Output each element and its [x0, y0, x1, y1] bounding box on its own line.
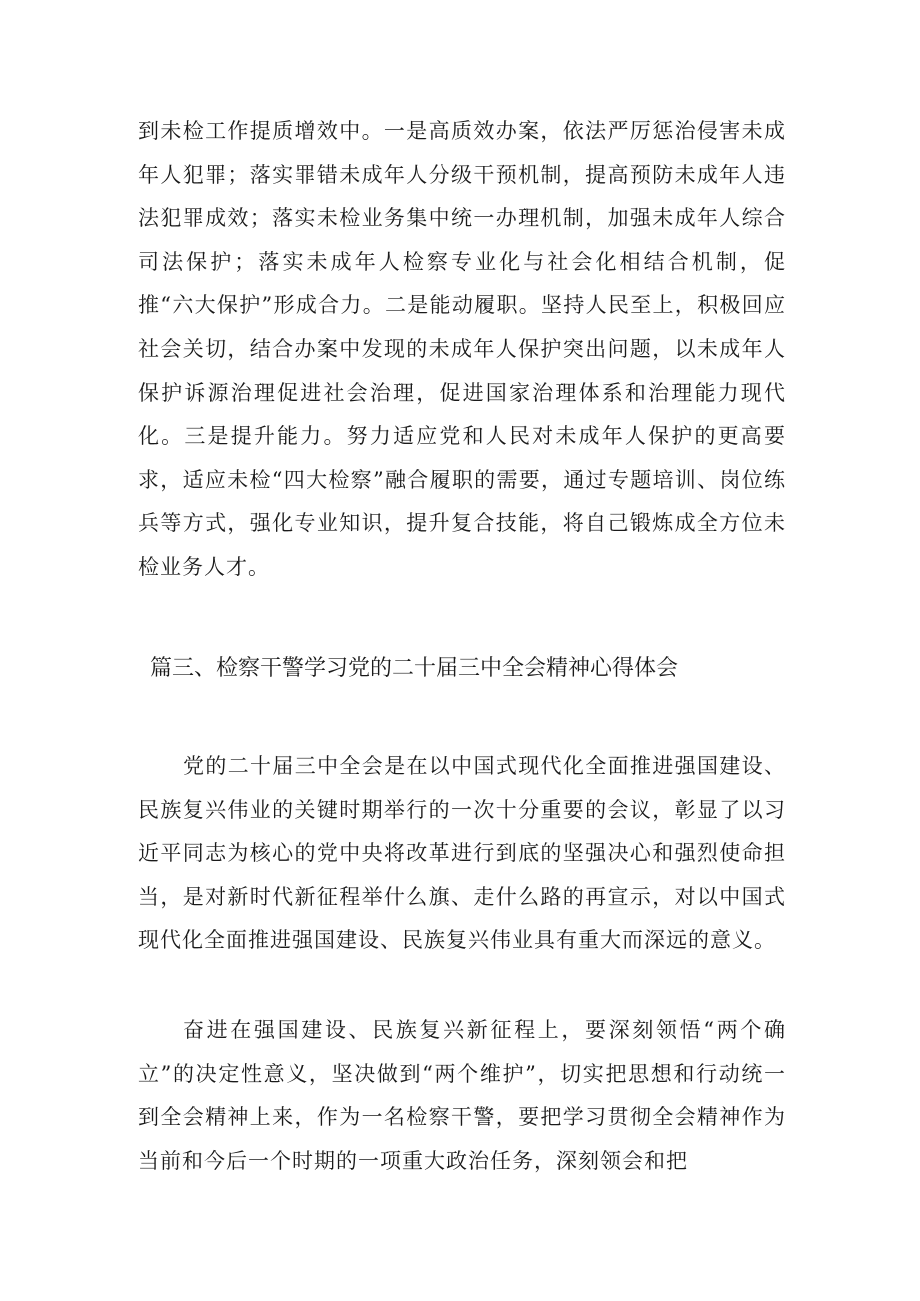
body-paragraph-3: 奋进在强国建设、民族复兴新征程上，要深刻领悟“两个确立”的决定性意义，坚决做到“两个维护”，切实把思想和行动统一到全会精神上来，作为一名检察干警，要把学习贯彻全会精神作为当前和今后一个时期的一项重大政治任务，深刻领会和把	[138, 1018, 786, 1173]
body-paragraph-2: 党的二十届三中全会是在以中国式现代化全面推进强国建设、民族复兴伟业的关键时期举行的一次十分重要的会议，彰显了以习近平同志为核心的党中央将改革进行到底的坚强决心和强烈使命担当，是对新时代新征程举什么旗、走什么路的再宣示，对以中国式现代化全面推进强国建设、民族复兴伟业具有重大而深远的意义。	[138, 754, 786, 953]
body-paragraph-1: 到未检工作提质增效中。一是高质效办案，依法严厉惩治侵害未成年人犯罪；落实罪错未成年人分级干预机制，提高预防未成年人违法犯罪成效；落实未检业务集中统一办理机制，加强未成年人综合司法保护；落实未成年人检察专业化与社会化相结合机制，促推“六大保护”形成合力。二是能动履职。坚持人民至上，积极回应社会关切，结合办案中发现的未成年人保护突出问题，以未成年人保护诉源治理促进社会治理，促进国家治理体系和治理能力现代化。三是提升能力。努力适应党和人民对未成年人保护的更高要求，适应未检“四大检察”融合履职的需要，通过专题培训、岗位练兵等方式，强化专业知识，提升复合技能，将自己锻炼成全方位未检业务人才。	[138, 119, 786, 579]
section-heading: 篇三、检察干警学习党的二十届三中全会精神心得体会	[150, 656, 679, 681]
